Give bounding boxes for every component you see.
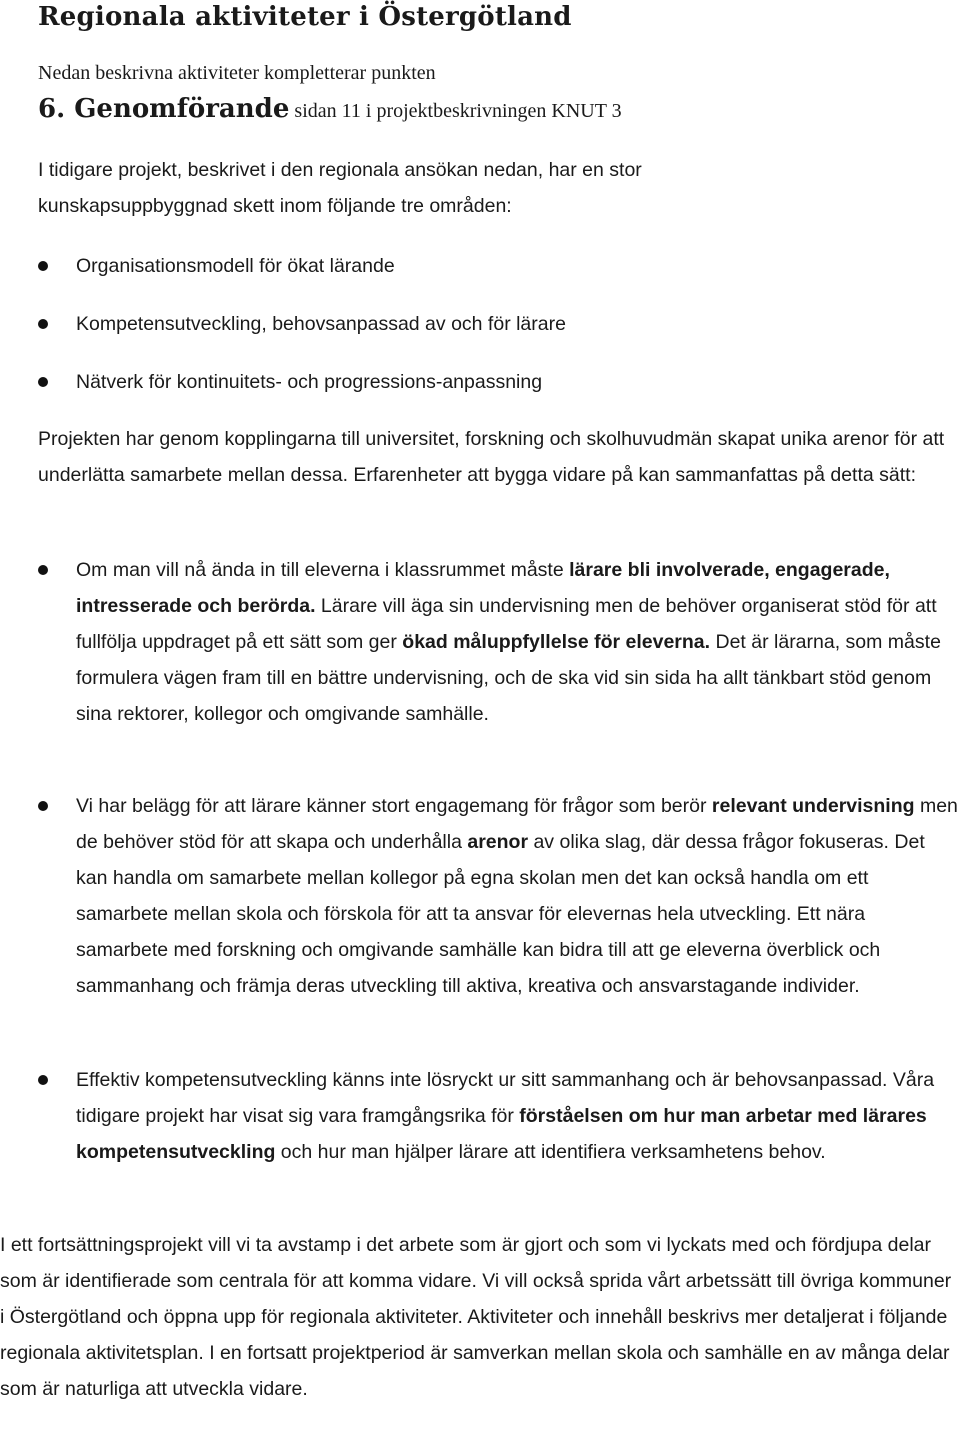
bullet-icon [38, 377, 48, 387]
experience-text [76, 552, 960, 732]
page-title: Regionala aktiviteter i Östergötland [38, 2, 572, 32]
text-run: men de behöver stöd för att skapa och underhålla [76, 795, 958, 853]
bullet-icon [38, 319, 48, 329]
text-run: Effektiv kompetensutveckling känns inte lösryckt ur sitt sammanhang och är behovsanpassad. Våra tidigare projekt har visat sig vara framgångsrika för [76, 1069, 935, 1127]
text-run: av olika slag, där dessa frågor fokuseras. Det kan handla om samarbete mellan kollegor på egna skolan men det kan också handla om ett samarbete mellan skola och förskola för att ta ansvar för elevernas hela utveckling. Ett nära samarbete med forskning och omgivande samhälle kan bidra till att ge eleverna överblick och sammanhang och främja deras utveckling till aktiva, kreativa och ansvarstagande individer. [76, 831, 925, 997]
intro-line-1: Nedan beskrivna aktiviteter kompletterar punkten [38, 62, 436, 84]
text-run: Det är lärarna, som måste formulera vägen fram till en bättre undervisning, och de ska vid sin sida ha allt tänkbart stöd genom sina rektorer, kollegor och omgivande samhälle. [76, 631, 941, 725]
text-run: Om man vill nå ända in till eleverna i klassrummet måste [76, 559, 570, 581]
bullet-icon [38, 801, 48, 811]
bold-run: ökad måluppfyllelse för eleverna. [402, 631, 711, 653]
area-label: Organisationsmodell för ökat lärande [76, 255, 395, 277]
intro-section-ref: 6. Genomförande [38, 94, 290, 124]
paragraph-continuation: I ett fortsättningsprojekt vill vi ta avstamp i det arbete som är gjort och som vi lyckats med och fördjupa delar som är identifierade som centrala för att komma vidare. Vi vill också sprida vårt arbetssätt till övriga kommuner i Östergötland och öppna upp för regionala aktiviteter. Aktiviteter och innehåll beskrivs mer detaljerat i följande regionala aktivitetsplan. I en fortsatt projektperiod är samverkan mellan skola och samhälle en av många delar som är naturliga att utveckla vidare. [0, 1234, 952, 1400]
area-label: Nätverk för kontinuitets- och progressions-anpassning [76, 371, 543, 393]
bold-run: arenor [467, 831, 529, 853]
text-run: Lärare vill äga sin undervisning men de behöver organiserat stöd för att fullfölja uppdraget på ett sätt som ger [76, 595, 937, 653]
paragraph-previous-projects: I tidigare projekt, beskrivet i den regionala ansökan nedan, har en stor kunskapsuppbyggnad skett inom följande tre områden: [38, 159, 642, 217]
bold-run: lärare bli involverade, engagerade, intresserade och berörda. [76, 559, 890, 617]
bold-run: relevant undervisning [711, 795, 915, 817]
area-label: Kompetensutveckling, behovsanpassad av och för lärare [76, 313, 566, 335]
experience-text [76, 788, 960, 1004]
text-run: Vi har belägg för att lärare känner stort engagemang för frågor som berör [76, 795, 712, 817]
bullet-icon [38, 565, 48, 575]
bullet-icon [38, 261, 48, 271]
text-run: och hur man hjälper lärare att identifiera verksamhetens behov. [275, 1141, 826, 1163]
intro-section-rest: sidan 11 i projektbeskrivningen KNUT 3 [289, 100, 622, 122]
intro-line-2 [38, 94, 622, 124]
bullet-icon [38, 1075, 48, 1085]
experience-text [76, 1062, 960, 1170]
paragraph-arenas: Projekten har genom kopplingarna till universitet, forskning och skolhuvudmän skapat unika arenor för att underlätta samarbete mellan dessa. Erfarenheter att bygga vidare på kan sammanfattas på detta sätt: [38, 428, 945, 486]
bold-run: förståelsen om hur man arbetar med lärares kompetensutveckling [76, 1105, 927, 1163]
